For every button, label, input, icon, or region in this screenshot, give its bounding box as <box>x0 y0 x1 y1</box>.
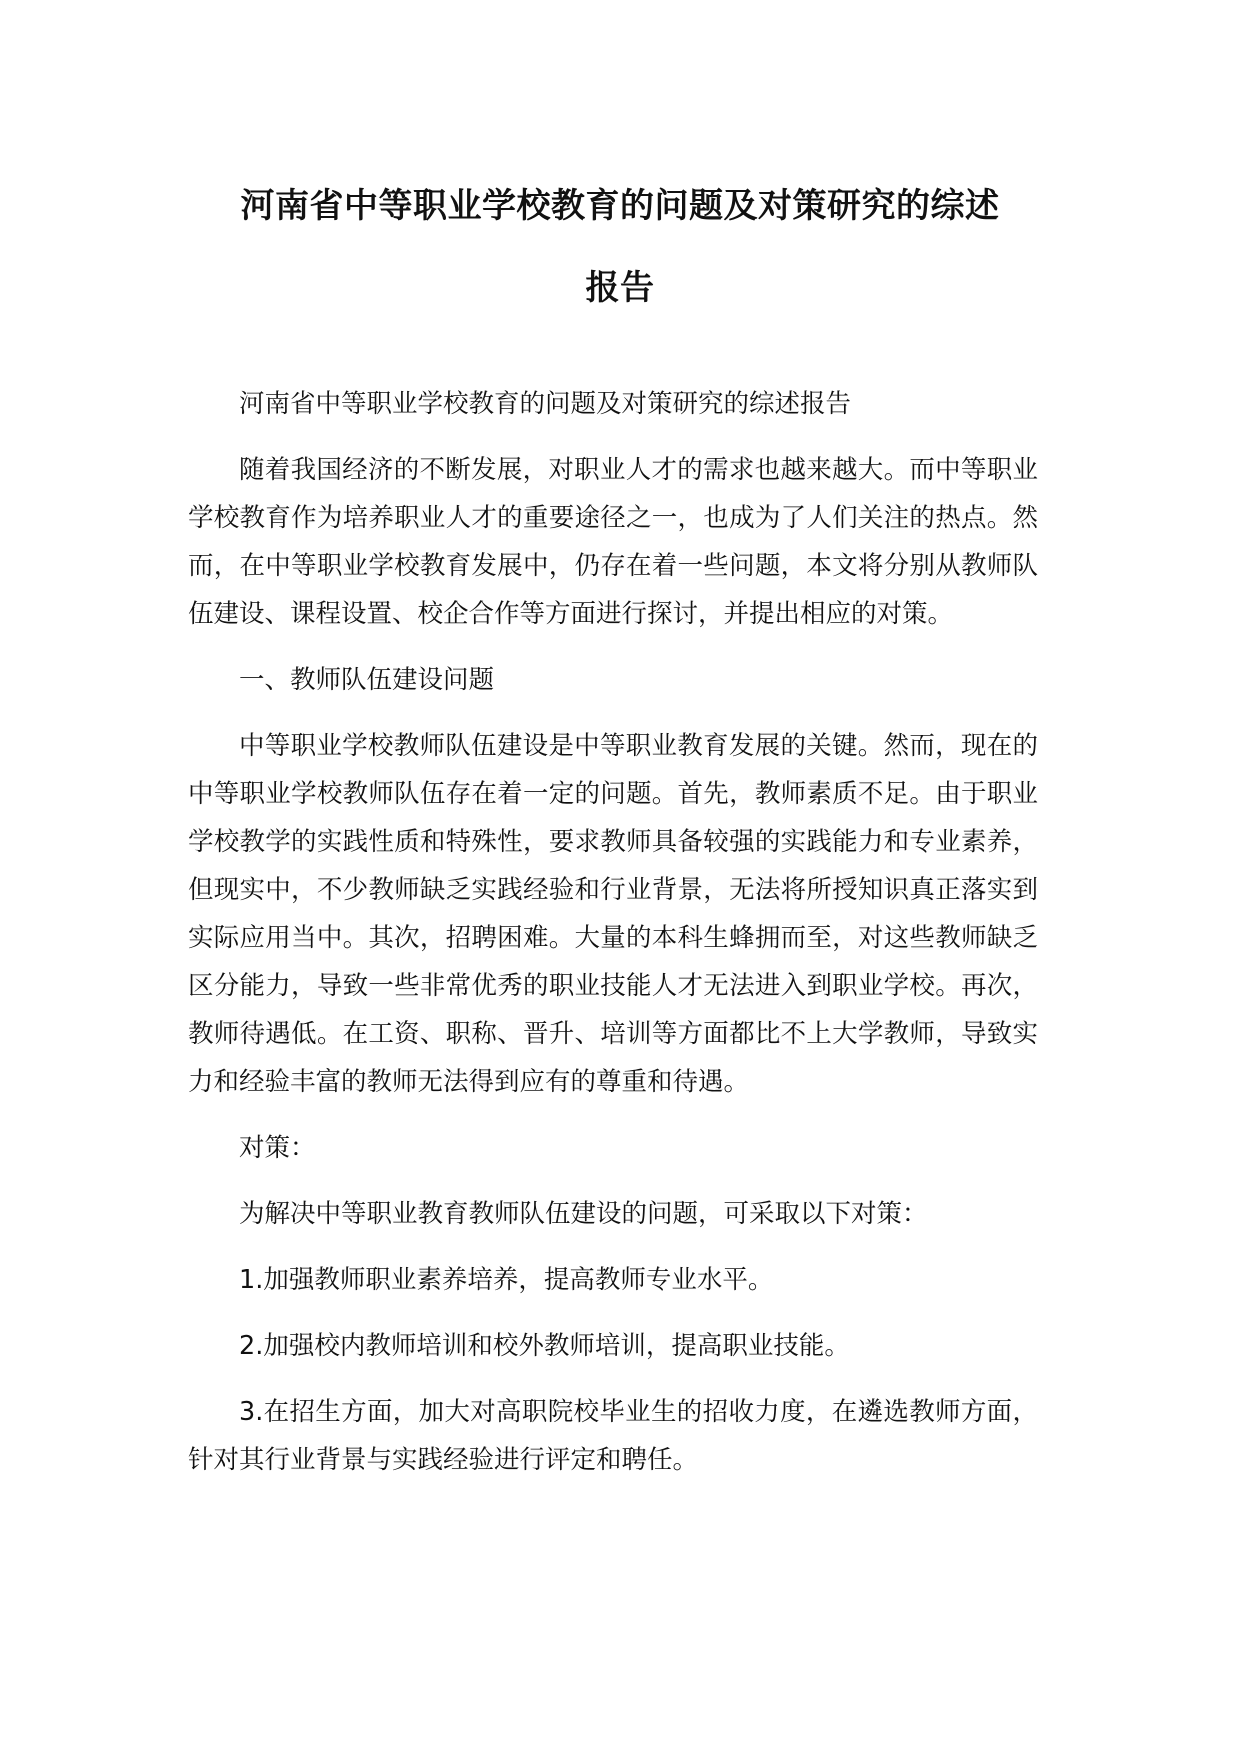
section-heading: 一、教师队伍建设问题 <box>239 665 495 695</box>
list-item: 1.加强教师职业素养培养，提高教师专业水平。 <box>239 1265 774 1295</box>
list-item: 2.加强校内教师培训和校外教师培训，提高职业技能。 <box>239 1331 850 1361</box>
document-body <box>188 380 1038 1502</box>
paragraph-countermeasures-label: 对策： <box>239 1133 316 1163</box>
list-item: 3.在招生方面，加大对高职院校毕业生的招收力度，在遴选教师方面，针对其行业背景与实践经验进行评定和聘任。 <box>188 1397 1038 1475</box>
paragraph-subtitle: 河南省中等职业学校教育的问题及对策研究的综述报告 <box>239 389 852 419</box>
paragraph-countermeasures-intro: 为解决中等职业教育教师队伍建设的问题，可采取以下对策： <box>239 1199 928 1229</box>
document-title-line-1: 河南省中等职业学校教育的问题及对策研究的综述 <box>240 186 1000 226</box>
document-title-line-2: 报告 <box>585 268 655 308</box>
paragraph-teacher-issues: 中等职业学校教师队伍建设是中等职业教育发展的关键。然而，现在的中等职业学校教师队伍存在着一定的问题。首先，教师素质不足。由于职业学校教学的实践性质和特殊性，要求教师具备较强的实践能力和专业素养，但现实中，不少教师缺乏实践经验和行业背景，无法将所授知识真正落实到实际应用当中。其次，招聘困难。大量的本科生蜂拥而至，对这些教师缺乏区分能力，导致一些非常优秀的职业技能人才无法进入到职业学校。再次，教师待遇低。在工资、职称、晋升、培训等方面都比不上大学教师，导致实力和经验丰富的教师无法得到应有的尊重和待遇。 <box>188 731 1038 1097</box>
paragraph-intro: 随着我国经济的不断发展，对职业人才的需求也越来越大。而中等职业学校教育作为培养职业人才的重要途径之一，也成为了人们关注的热点。然而，在中等职业学校教育发展中，仍存在着一些问题，本文将分别从教师队伍建设、课程设置、校企合作等方面进行探讨，并提出相应的对策。 <box>188 455 1038 629</box>
